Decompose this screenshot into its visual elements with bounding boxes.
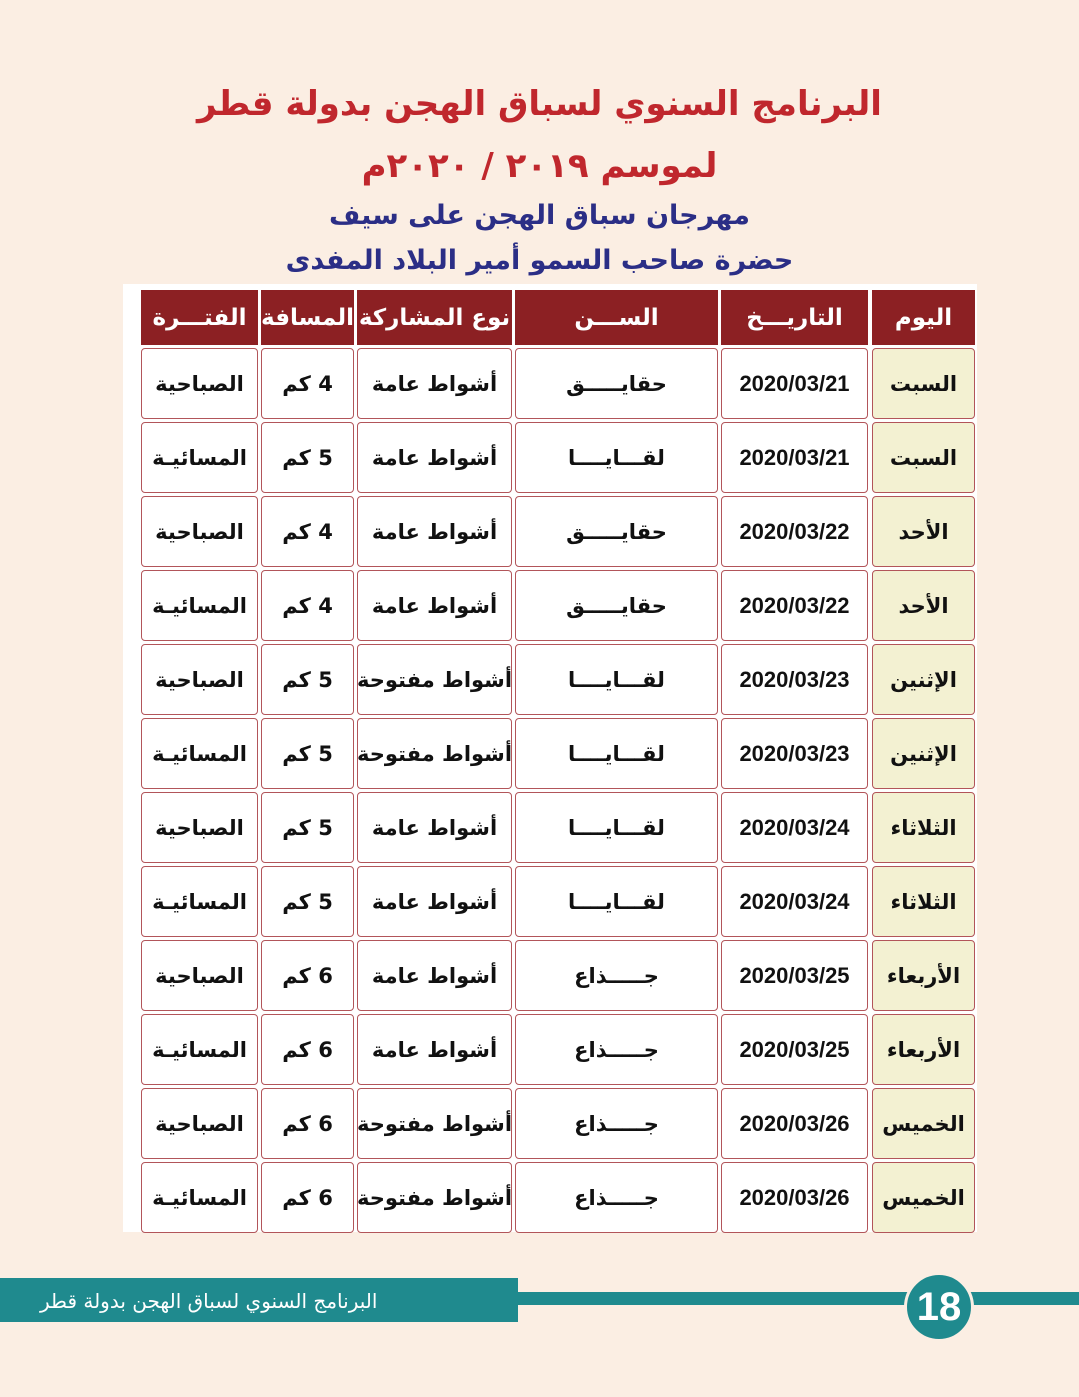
cell-day: الأربعاء	[872, 940, 975, 1011]
cell-day: الثلاثاء	[872, 792, 975, 863]
cell-participation: أشواط عامة	[357, 570, 512, 641]
cell-distance: 5 كم	[261, 718, 354, 789]
cell-day: الثلاثاء	[872, 866, 975, 937]
cell-day: الإثنين	[872, 644, 975, 715]
cell-date: 2020/03/26	[721, 1162, 868, 1233]
cell-distance: 6 كم	[261, 1088, 354, 1159]
cell-distance: 5 كم	[261, 792, 354, 863]
page-number: 18	[904, 1272, 974, 1342]
cell-date: 2020/03/23	[721, 644, 868, 715]
cell-participation: أشواط عامة	[357, 422, 512, 493]
cell-date: 2020/03/21	[721, 422, 868, 493]
cell-date: 2020/03/22	[721, 496, 868, 567]
cell-day: الأربعاء	[872, 1014, 975, 1085]
cell-age: حقايـــــق	[515, 570, 718, 641]
season-title: لموسم ٢٠١٩ / ٢٠٢٠م	[361, 146, 718, 186]
cell-period: المسائيـة	[141, 866, 258, 937]
cell-age: لقـــايــــا	[515, 644, 718, 715]
cell-period: الصباحية	[141, 940, 258, 1011]
cell-period: الصباحية	[141, 348, 258, 419]
cell-period: الصباحية	[141, 792, 258, 863]
cell-participation: أشواط مفتوحة	[357, 1088, 512, 1159]
cell-day: الخميس	[872, 1088, 975, 1159]
cell-period: الصباحية	[141, 644, 258, 715]
column-header-period: الفتـــرة	[141, 290, 258, 345]
main-title: البرنامج السنوي لسباق الهجن بدولة قطر	[197, 84, 882, 124]
cell-distance: 6 كم	[261, 1162, 354, 1233]
column-header-distance: المسافة	[261, 290, 354, 345]
cell-period: المسائيـة	[141, 718, 258, 789]
footer-text: البرنامج السنوي لسباق الهجن بدولة قطر	[40, 1289, 378, 1313]
cell-day: الأحد	[872, 496, 975, 567]
cell-date: 2020/03/24	[721, 866, 868, 937]
cell-age: حقايـــــق	[515, 496, 718, 567]
cell-date: 2020/03/23	[721, 718, 868, 789]
cell-age: جـــــذاع	[515, 1088, 718, 1159]
cell-period: المسائيـة	[141, 570, 258, 641]
cell-period: الصباحية	[141, 496, 258, 567]
cell-day: الخميس	[872, 1162, 975, 1233]
cell-participation: أشواط مفتوحة	[357, 718, 512, 789]
cell-date: 2020/03/24	[721, 792, 868, 863]
cell-date: 2020/03/25	[721, 1014, 868, 1085]
cell-participation: أشواط عامة	[357, 348, 512, 419]
patron-subtitle: حضرة صاحب السمو أمير البلاد المفدى	[285, 245, 794, 276]
cell-date: 2020/03/21	[721, 348, 868, 419]
cell-distance: 5 كم	[261, 866, 354, 937]
cell-participation: أشواط مفتوحة	[357, 644, 512, 715]
cell-age: جـــــذاع	[515, 940, 718, 1011]
cell-distance: 6 كم	[261, 940, 354, 1011]
cell-age: لقـــايــــا	[515, 866, 718, 937]
cell-date: 2020/03/22	[721, 570, 868, 641]
cell-day: السبت	[872, 422, 975, 493]
cell-distance: 6 كم	[261, 1014, 354, 1085]
cell-age: لقـــايــــا	[515, 792, 718, 863]
cell-participation: أشواط عامة	[357, 496, 512, 567]
cell-participation: أشواط عامة	[357, 866, 512, 937]
cell-date: 2020/03/25	[721, 940, 868, 1011]
schedule-table	[123, 284, 977, 1232]
column-header-age: الســـن	[515, 290, 718, 345]
cell-distance: 4 كم	[261, 348, 354, 419]
cell-age: لقـــايــــا	[515, 422, 718, 493]
cell-period: الصباحية	[141, 1088, 258, 1159]
cell-period: المسائيـة	[141, 1162, 258, 1233]
cell-age: جـــــذاع	[515, 1162, 718, 1233]
cell-age: لقـــايــــا	[515, 718, 718, 789]
column-header-day: اليوم	[872, 290, 975, 345]
cell-day: الأحد	[872, 570, 975, 641]
cell-distance: 4 كم	[261, 496, 354, 567]
cell-period: المسائيـة	[141, 422, 258, 493]
cell-period: المسائيـة	[141, 1014, 258, 1085]
cell-distance: 4 كم	[261, 570, 354, 641]
cell-distance: 5 كم	[261, 644, 354, 715]
cell-day: الإثنين	[872, 718, 975, 789]
cell-age: حقايـــــق	[515, 348, 718, 419]
cell-participation: أشواط عامة	[357, 940, 512, 1011]
column-header-participation: نوع المشاركة	[357, 290, 512, 345]
cell-participation: أشواط عامة	[357, 792, 512, 863]
cell-participation: أشواط مفتوحة	[357, 1162, 512, 1233]
cell-age: جـــــذاع	[515, 1014, 718, 1085]
cell-distance: 5 كم	[261, 422, 354, 493]
column-header-date: التاريـــخ	[721, 290, 868, 345]
festival-subtitle: مهرجان سباق الهجن على سيف	[329, 200, 750, 231]
cell-participation: أشواط عامة	[357, 1014, 512, 1085]
cell-date: 2020/03/26	[721, 1088, 868, 1159]
cell-day: السبت	[872, 348, 975, 419]
